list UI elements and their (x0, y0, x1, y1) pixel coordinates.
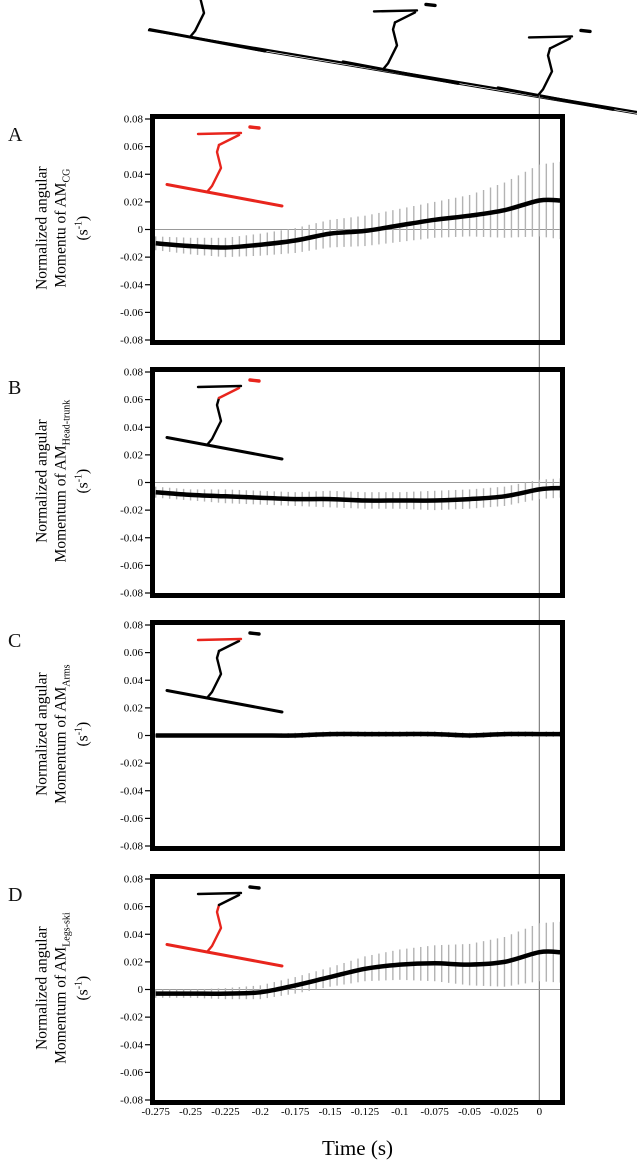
y-axis-label-b-line2: Momentum of $AM_{Head-trunk}$ (51, 400, 72, 563)
y-axis-label-c-subscript: Arms (60, 664, 72, 688)
y-axis-label-d-line2: Momentum of $AM_{Legs-ski}$ (51, 912, 72, 1065)
legs-segment (207, 905, 221, 952)
legs-segment (538, 48, 552, 95)
legs-segment (383, 22, 397, 69)
dash-segment (250, 633, 259, 634)
trunk-segment (219, 135, 239, 145)
y-tick-label: -0.02 (120, 251, 143, 264)
y-axis-label-b-line1: Normalized angular (32, 419, 50, 544)
y-axis-label-c-unit: $(s^{-1})$ (73, 722, 92, 747)
y-tick-label: -0.08 (120, 1094, 143, 1107)
dash-segment (250, 887, 259, 888)
y-axis-label-a-subscript: CG (60, 169, 72, 183)
y-tick-label: -0.02 (120, 1011, 143, 1024)
x-tick-label: -0.1 (391, 1106, 409, 1118)
y-tick-label: -0.06 (120, 559, 143, 572)
y-tick-label: 0.04 (123, 674, 143, 687)
x-tick-label: -0.225 (211, 1106, 240, 1118)
ski-segment (498, 88, 613, 110)
ski-segment (343, 62, 458, 84)
inset-skier-d (167, 887, 282, 966)
y-axis-label-d (24, 872, 102, 1105)
y-tick-label: -0.02 (120, 504, 143, 517)
inset-skier-b (167, 380, 282, 459)
panel-d-plot (120, 874, 562, 1119)
y-tick-label: -0.06 (120, 306, 143, 319)
y-tick-label: -0.04 (120, 279, 143, 292)
x-tick-label: 0 (536, 1106, 543, 1118)
y-tick-label: 0.04 (123, 421, 143, 434)
x-tick-label: -0.275 (141, 1106, 170, 1118)
x-tick-label: -0.175 (280, 1106, 310, 1118)
y-tick-label: -0.04 (120, 785, 143, 798)
y-tick-label: 0 (137, 730, 143, 742)
panel-c-plot (120, 620, 562, 853)
x-tick-label: -0.075 (420, 1106, 449, 1118)
y-axis-label-b-unit: $(s^{-1})$ (73, 469, 92, 494)
x-tick-label: -0.2 (251, 1106, 270, 1118)
trunk-segment (219, 895, 239, 905)
arm-segment (198, 386, 241, 387)
y-axis-label-a-line1: Normalized angular (32, 166, 50, 291)
mean-line (156, 734, 561, 736)
panel-b-plot (120, 367, 562, 600)
y-axis-label-a-line2: Momentu of $AM_{CG}$ (51, 169, 72, 288)
y-tick-label: 0.04 (123, 168, 143, 181)
top-illustration (148, 0, 637, 114)
legs-segment (207, 398, 221, 445)
y-axis-label-a-unit: $(s^{-1})$ (73, 216, 92, 241)
y-tick-label: -0.04 (120, 1039, 143, 1052)
y-tick-label: 0.08 (123, 619, 143, 632)
trunk-segment (395, 12, 415, 22)
legs-segment (207, 651, 221, 698)
y-tick-label: 0 (137, 477, 143, 489)
dash-segment (581, 30, 590, 31)
y-tick-label: 0.08 (123, 113, 143, 126)
y-axis-label-b-subscript: Head-trunk (60, 400, 72, 446)
dash-segment (426, 4, 435, 5)
y-axis-label-b (24, 365, 102, 598)
y-tick-label: -0.08 (120, 840, 143, 853)
dash-segment (250, 380, 259, 381)
panel-letter-c: C (8, 630, 22, 652)
y-tick-label: -0.08 (120, 587, 143, 600)
dash-segment (250, 127, 259, 128)
y-tick-label: -0.04 (120, 532, 143, 545)
y-axis-label-c-line1: Normalized angular (32, 672, 50, 797)
y-axis-label-a (24, 112, 102, 345)
trunk-segment (550, 38, 570, 48)
panel-letter-a: A (8, 124, 23, 146)
ski-segment (167, 185, 282, 207)
arm-segment (529, 36, 572, 37)
top-skier-2 (343, 4, 458, 83)
top-skier-1 (150, 0, 265, 51)
panel-letter-b: B (8, 377, 22, 399)
y-axis-label-c-line2: Momentum of $AM_{Arms}$ (51, 664, 72, 805)
y-tick-label: 0.02 (123, 702, 143, 715)
x-tick-label: -0.025 (490, 1106, 519, 1118)
y-tick-label: -0.02 (120, 757, 143, 770)
inset-skier-c (167, 633, 282, 712)
y-tick-label: 0.04 (123, 928, 143, 941)
panel-letter-d: D (8, 884, 23, 906)
ski-segment (167, 438, 282, 460)
inset-skier-a (167, 127, 282, 206)
y-tick-label: 0 (137, 224, 143, 236)
y-tick-label: 0.06 (123, 647, 143, 660)
y-tick-label: 0.06 (123, 901, 143, 914)
top-skier-3 (498, 30, 613, 109)
y-axis-label-d-subscript: Legs-ski (60, 912, 72, 948)
ski-segment (167, 945, 282, 967)
x-tick-label: -0.05 (458, 1106, 482, 1118)
ski-segment (167, 691, 282, 713)
y-tick-label: 0.02 (123, 956, 143, 969)
y-tick-label: -0.06 (120, 1066, 143, 1079)
y-tick-label: 0.02 (123, 449, 143, 462)
x-tick-label: -0.15 (318, 1106, 342, 1118)
y-tick-label: 0.08 (123, 873, 143, 886)
y-tick-label: -0.08 (120, 334, 143, 347)
y-tick-label: 0.06 (123, 394, 143, 407)
y-tick-label: 0.08 (123, 366, 143, 379)
trunk-segment (219, 641, 239, 651)
y-axis-label-d-unit: $(s^{-1})$ (73, 976, 92, 1001)
y-tick-label: 0.02 (123, 196, 143, 209)
arm-segment (198, 133, 241, 134)
trunk-segment (219, 388, 239, 398)
x-axis-title: Time (s) (322, 1136, 393, 1160)
y-axis-label-c (24, 618, 102, 851)
panel-a-plot (120, 114, 562, 347)
x-tick-label: -0.25 (179, 1106, 203, 1118)
y-axis-label-d-line1: Normalized angular (32, 926, 50, 1051)
x-tick-label: -0.125 (350, 1106, 380, 1118)
ski-segment (150, 30, 265, 52)
y-tick-label: 0.06 (123, 141, 143, 154)
arm-segment (198, 639, 241, 640)
arm-segment (374, 10, 417, 11)
legs-segment (190, 0, 204, 37)
y-tick-label: 0 (137, 984, 143, 996)
legs-segment (207, 145, 221, 192)
y-tick-label: -0.06 (120, 812, 143, 825)
arm-segment (198, 893, 241, 894)
